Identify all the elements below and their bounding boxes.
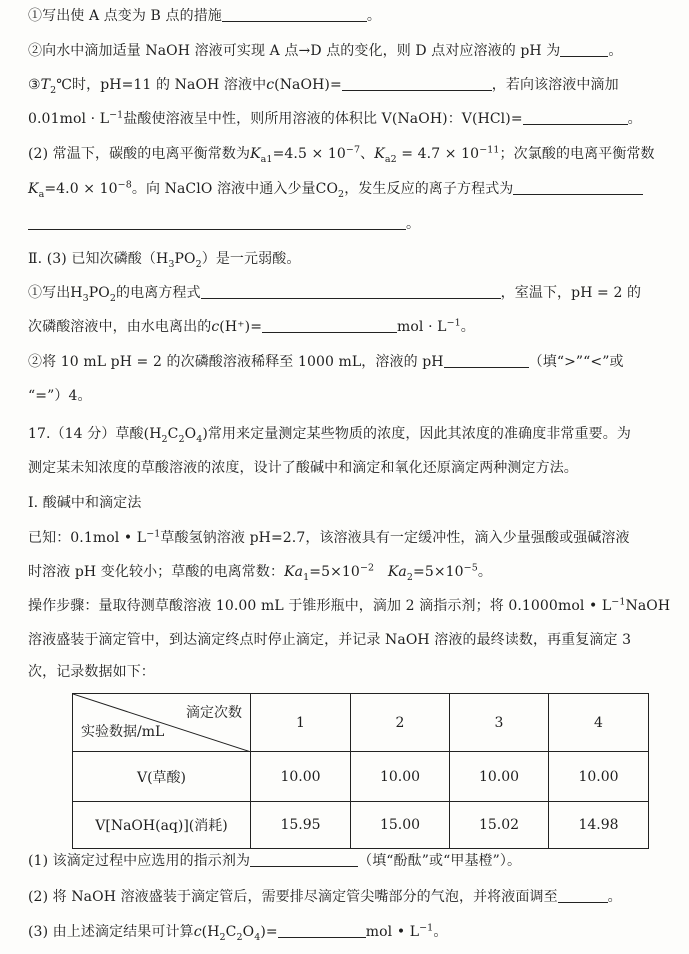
question-3-2-line-cont	[28, 387, 92, 405]
subscript: 2	[195, 258, 202, 270]
titration-data-table	[72, 693, 649, 849]
superscript: −1	[146, 528, 161, 540]
text: ，室温下，pH = 2 的	[500, 285, 642, 301]
text: O	[184, 426, 197, 442]
subscript: 2	[161, 433, 168, 445]
table-cell: 14.98	[549, 802, 649, 849]
subscript: 2	[178, 433, 185, 445]
text: K	[374, 146, 385, 162]
subscript: 3	[82, 292, 89, 304]
subscript: 3	[168, 258, 175, 270]
superscript: −5	[463, 562, 478, 574]
text: 溶液盛装于滴定管中，到达滴定终点时停止滴定，并记录 NaOH 溶液的最终读数，再重复滴定 3	[28, 632, 632, 648]
answer-blank[interactable]	[444, 353, 529, 368]
table-row	[73, 752, 649, 802]
trial-header: 3	[450, 694, 549, 752]
text: (2) 将 NaOH 溶液盛装于滴定管后，需要排尽滴定管尖嘴部分的气泡，并将液面调至	[28, 889, 558, 905]
superscript: −1	[611, 596, 626, 608]
table-cell: 15.00	[351, 802, 450, 849]
superscript: −1	[109, 109, 124, 121]
text: (3) 由上述滴定结果可计算	[28, 924, 194, 940]
text: C	[225, 924, 237, 940]
text: 。	[607, 889, 622, 905]
text: 。	[406, 216, 421, 232]
answer-blank[interactable]	[560, 42, 608, 57]
subscript: 2	[338, 188, 345, 200]
text: K	[250, 146, 261, 162]
text: =4.5 × 10	[272, 146, 346, 162]
text: =4.0 × 10	[44, 181, 118, 197]
subscript: 2	[236, 931, 243, 943]
text: 时溶液 pH 变化较小；草酸的电离常数：	[28, 564, 285, 580]
text: ，发生反应的离子方程式为	[344, 181, 514, 197]
answer-blank[interactable]	[513, 180, 643, 195]
text: )=	[260, 924, 278, 940]
text: (H	[201, 924, 220, 940]
subscript: 2	[406, 571, 413, 583]
procedure-line-end	[28, 663, 155, 681]
text: ③	[28, 77, 41, 93]
text: ，若向该溶液中滴加	[491, 77, 619, 93]
procedure-line-cont	[28, 631, 631, 649]
answer-blank[interactable]	[342, 76, 492, 91]
row-label: V[NaOH(aq)](消耗)	[73, 802, 251, 849]
text: ①写出H	[28, 285, 83, 301]
text: (NaOH)=	[274, 77, 342, 93]
text: 、	[360, 146, 375, 162]
text: =5×10	[412, 564, 464, 580]
text: 操作步骤：量取待测草酸溶液 10.00 mL 于锥形瓶中，滴加 2 滴指示剂；将 0.1000mol • L	[28, 598, 612, 614]
text: mol • L	[365, 924, 420, 940]
text: ①写出使 A 点变为 B 点的措施	[28, 8, 222, 24]
superscript: −1	[446, 317, 461, 329]
question-2-3-line	[28, 76, 619, 94]
given-info-line-cont	[28, 563, 492, 581]
text: PO	[174, 251, 196, 267]
question-2-2-line	[28, 42, 623, 60]
text: Ka	[284, 564, 304, 580]
subscript: a	[38, 188, 45, 200]
text: 。	[460, 319, 475, 335]
text: 草酸氢钠溶液 pH=2.7，该溶液具有一定缓冲性，滴入少量强酸或强碱溶液	[160, 530, 630, 546]
text: 。	[627, 111, 642, 127]
table-cell: 10.00	[450, 752, 549, 802]
superscript: −1	[419, 922, 434, 934]
header-trials-label: 滴定次数	[186, 705, 242, 721]
text: Ka	[387, 564, 407, 580]
row-label: V(草酸)	[73, 752, 251, 802]
header-data-label: 实验数据/mL	[81, 724, 165, 740]
text: 次，记录数据如下：	[28, 664, 155, 680]
question-17-intro	[28, 425, 631, 443]
question-3-1-line-cont	[28, 318, 475, 336]
text: （填“酚酞”或“甲基橙”）。	[358, 853, 522, 869]
table-row	[73, 802, 649, 849]
subquestion-3	[28, 923, 447, 941]
text: =5×10	[309, 564, 360, 580]
table-cell: 15.02	[450, 802, 549, 849]
table-cell: 15.95	[251, 802, 351, 849]
subquestion-1	[28, 852, 521, 870]
text: 。	[366, 8, 382, 24]
question-2-3-line-cont	[28, 110, 642, 128]
given-info-line	[28, 529, 630, 547]
question-3-2-line	[28, 353, 624, 371]
text: ℃时，pH=11 的 NaOH 溶液中	[56, 77, 267, 93]
text: ；次氯酸的电离平衡常数	[499, 146, 655, 162]
subscript: 4	[254, 931, 261, 943]
text: c	[193, 924, 202, 940]
text: 0.01mol · L	[28, 111, 110, 127]
text: NaOH	[625, 598, 671, 614]
answer-blank[interactable]	[278, 923, 366, 938]
text: c	[211, 319, 220, 335]
table-corner-header	[73, 694, 251, 752]
text: PO	[88, 285, 110, 301]
text: T	[40, 77, 51, 93]
text: 已知：0.1mol • L	[28, 530, 147, 546]
text: (1) 该滴定过程中应选用的指示剂为	[28, 853, 251, 869]
table-cell: 10.00	[351, 752, 450, 802]
text: 的电离方程式	[116, 285, 201, 301]
text: （填“>”“<”或	[528, 354, 624, 370]
procedure-line	[28, 597, 670, 615]
answer-blank[interactable]	[523, 110, 628, 125]
answer-blank[interactable]	[201, 284, 501, 299]
text: ②将 10 mL pH = 2 的次磷酸溶液稀释至 1000 mL，溶液的 pH	[28, 354, 444, 370]
subscript: 2	[109, 292, 117, 304]
answer-blank[interactable]	[250, 852, 358, 867]
subscript: a1	[260, 153, 273, 165]
answer-blank[interactable]	[222, 7, 367, 22]
question-2-line-blank	[28, 215, 420, 233]
text: “=”）4。	[28, 388, 92, 404]
text: = 4.7 × 10	[396, 146, 480, 162]
table-cell: 10.00	[549, 752, 649, 802]
text: (H⁺)=	[219, 319, 263, 335]
text: 17.（14 分）草酸(H	[28, 426, 162, 442]
question-2-line-cont	[28, 180, 643, 198]
text: K	[28, 181, 39, 197]
text: 次磷酸溶液中，由水电离出的	[28, 319, 212, 335]
text: )常用来定量测定某些物质的浓度，因此其浓度的准确度非常重要。为	[202, 426, 631, 442]
text: mol · L	[397, 319, 447, 335]
subscript: 4	[196, 433, 203, 445]
superscript: −2	[359, 562, 375, 574]
answer-blank[interactable]	[558, 888, 608, 903]
table-header-row	[73, 694, 649, 752]
superscript: −8	[117, 179, 132, 191]
text: 盐酸使溶液呈中性，则所用溶液的体积比 V(NaOH)：V(HCl)=	[123, 111, 523, 127]
text: 。	[477, 564, 492, 580]
text: Ⅱ. (3) 已知次磷酸（H	[28, 251, 169, 267]
subscript: 1	[303, 571, 310, 583]
trial-header: 4	[549, 694, 649, 752]
answer-blank[interactable]	[262, 318, 397, 333]
text: O	[242, 924, 255, 940]
text: ②向水中滴加适量 NaOH 溶液可实现 A 点→D 点的变化，则 D 点对应溶液的 pH 为	[28, 43, 561, 59]
question-3-1-line	[28, 284, 641, 302]
text: 。向 NaClO 溶液中通入少量CO	[131, 181, 339, 197]
text: I. 酸碱中和滴定法	[28, 495, 142, 511]
subscript: 2	[219, 931, 226, 943]
question-2-line	[28, 145, 655, 163]
trial-header: 2	[351, 694, 450, 752]
text: ）是一元弱酸。	[201, 251, 301, 267]
text: 。	[433, 924, 448, 940]
text: 。	[608, 43, 623, 59]
subquestion-2	[28, 888, 622, 906]
question-17-intro-cont	[28, 459, 578, 477]
superscript: −11	[479, 144, 500, 156]
subscript: 2	[50, 84, 57, 96]
method-1-heading	[28, 494, 141, 512]
table-cell: 10.00	[251, 752, 351, 802]
question-2-1-line	[28, 7, 381, 25]
answer-blank[interactable]	[28, 215, 406, 230]
superscript: −7	[345, 144, 361, 156]
text: 测定某未知浓度的草酸溶液的浓度，设计了酸碱中和滴定和氧化还原滴定两种测定方法。	[28, 460, 578, 476]
text: C	[167, 426, 179, 442]
section-2-heading	[28, 250, 300, 268]
subscript: a2	[384, 153, 397, 165]
text: (2) 常温下，碳酸的电离平衡常数为	[28, 146, 251, 162]
text: c	[266, 77, 275, 93]
trial-header: 1	[251, 694, 351, 752]
